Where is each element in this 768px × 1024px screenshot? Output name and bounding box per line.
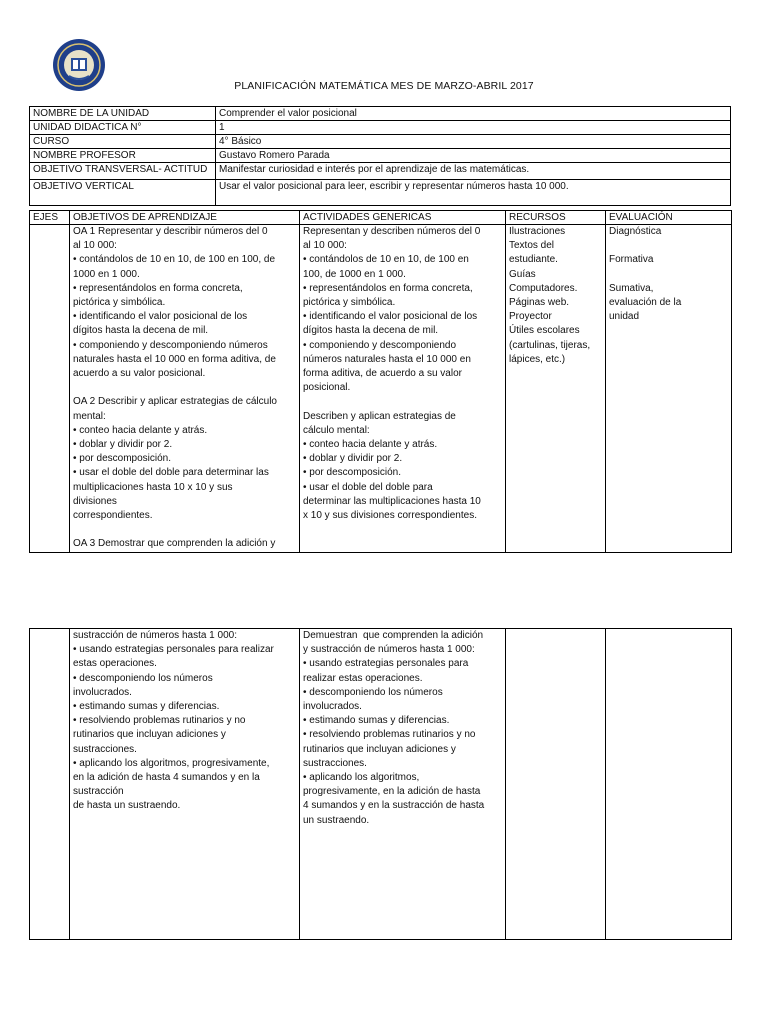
objetivos-cell: sustracción de números hasta 1 000: • usando estrategias personales para realizar estas operaciones. • descomponiendo los números involucrados. • estimando sumas y diferencias. • resolviendo problemas rutinarios y no rutinarios que incluyan adiciones y sustracciones. • aplicando los algoritmos, progresivamente, en la adición de hasta 4 sumandos y en la sustracción de hasta un sustraendo. (70, 629, 300, 940)
actividades-cell: Demuestran que comprenden la adición y sustracción de números hasta 1 000: • usando estrategias personales para realizar estas operaciones. • descomponiendo los números involucrados. • estimando sumas y diferencias. • resolviendo problemas rutinarios y no rutinarios que incluyan adiciones y sustracciones. • aplicando los algoritmos, progresivamente, en la adición de hasta 4 sumandos y en la sustracción de hasta un sustraendo. (300, 629, 506, 940)
info-label: NOMBRE DE LA UNIDAD (30, 107, 216, 121)
planning-table-continued (29, 628, 732, 940)
info-value: Manifestar curiosidad e interés por el aprendizaje de las matemáticas. (216, 163, 731, 180)
unit-info-table (29, 106, 731, 206)
info-value: 4° Básico (216, 135, 731, 149)
recursos-cell: Ilustraciones Textos del estudiante. Guías Computadores. Páginas web. Proyector Útiles escolares (cartulinas, tijeras, lápices, etc.) (506, 225, 606, 553)
info-row-unit-number (30, 121, 731, 135)
info-row-vertical-objective (30, 180, 731, 206)
info-value: Usar el valor posicional para leer, escribir y representar números hasta 10 000. (216, 180, 731, 206)
table-header-row (30, 211, 732, 225)
column-header-recursos: RECURSOS (506, 211, 606, 225)
info-label: UNIDAD DIDACTICA N° (30, 121, 216, 135)
recursos-cell (506, 629, 606, 940)
info-label: NOMBRE PROFESOR (30, 149, 216, 163)
info-row-course (30, 135, 731, 149)
actividades-cell: Representan y describen números del 0 al 10 000: • contándolos de 10 en 10, de 100 en 100, de 1000 en 1 000. • representándolos en forma concreta, pictórica y simbólica. • identificando el valor posicional de los dígitos hasta la decena de mil. • componiendo y descomponiendo números naturales hasta el 10 000 en forma aditiva, de acuerdo a su valor posicional. Describen y aplican estrategias de cálculo mental: • conteo hacia delante y atrás. • doblar y dividir por 2. • por descomposición. • usar el doble del doble para determinar las multiplicaciones hasta 10 x 10 y sus divisiones correspondientes. (300, 225, 506, 553)
info-label: OBJETIVO TRANSVERSAL- ACTITUD (30, 163, 216, 180)
evaluacion-cell: Diagnóstica Formativa Sumativa, evaluación de la unidad (606, 225, 732, 553)
ejes-cell (30, 629, 70, 940)
evaluacion-cell (606, 629, 732, 940)
planning-table (29, 210, 732, 553)
column-header-ejes: EJES (30, 211, 70, 225)
objetivos-cell: OA 1 Representar y describir números del 0 al 10 000: • contándolos de 10 en 10, de 100 en 100, de 1000 en 1 000. • representándolos en forma concreta, pictórica y simbólica. • identificando el valor posicional de los dígitos hasta la decena de mil. • componiendo y descomponiendo números naturales hasta el 10 000 en forma aditiva, de acuerdo a su valor posicional. OA 2 Describir y aplicar estrategias de cálculo mental: • conteo hacia delante y atrás. • doblar y dividir por 2. • por descomposición. • usar el doble del doble para determinar las multiplicaciones hasta 10 x 10 y sus divisiones correspondientes. OA 3 Demostrar que comprenden la adición y (70, 225, 300, 553)
info-row-transversal-objective (30, 163, 731, 180)
column-header-evaluacion: EVALUACIÓN (606, 211, 732, 225)
table-row (30, 225, 732, 553)
info-label: CURSO (30, 135, 216, 149)
info-row-teacher (30, 149, 731, 163)
info-row-unit-name (30, 107, 731, 121)
info-label: OBJETIVO VERTICAL (30, 180, 216, 206)
ejes-cell (30, 225, 70, 553)
column-header-actividades: ACTIVIDADES GENERICAS (300, 211, 506, 225)
column-header-objetivos: OBJETIVOS DE APRENDIZAJE (70, 211, 300, 225)
info-value: Comprender el valor posicional (216, 107, 731, 121)
table-row (30, 629, 732, 940)
document-title: PLANIFICACIÓN MATEMÁTICA MES DE MARZO-ABRIL 2017 (234, 80, 534, 92)
info-value: Gustavo Romero Parada (216, 149, 731, 163)
info-value: 1 (216, 121, 731, 135)
